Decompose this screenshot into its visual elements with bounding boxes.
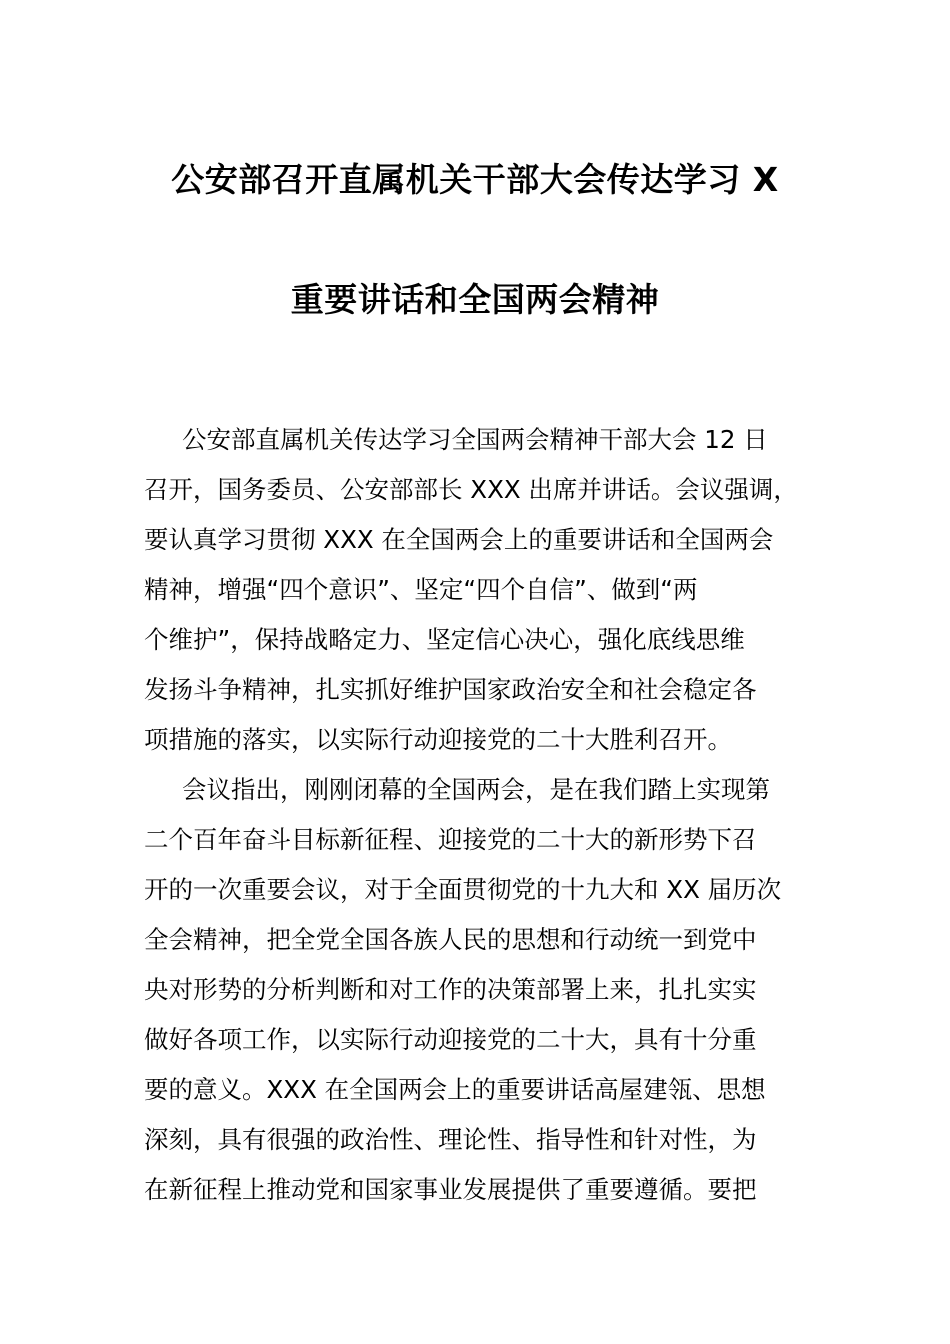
paragraph-line: 会议指出，刚刚闭幕的全国两会，是在我们踏上实现第 [182,775,770,804]
title-line-1: 公安部召开直属机关干部大会传达学习 X [171,160,779,199]
paragraph-line: 项措施的落实，以实际行动迎接党的二十大胜利召开。 [144,725,732,754]
paragraph-line: 央对形势的分析判断和对工作的决策部署上来，扎扎实实 [144,975,757,1004]
paragraph-line: 深刻，具有很强的政治性、理论性、指导性和针对性，为 [144,1125,757,1154]
paragraph-line: 要认真学习贯彻 XXX 在全国两会上的重要讲话和全国两会 [144,525,774,554]
paragraph-line: 精神，增强“四个意识”、坚定“四个自信”、做到“两 [144,575,698,604]
paragraph-line: 开的一次重要会议，对于全面贯彻党的十九大和 XX 届历次 [144,875,782,904]
paragraph-line: 在新征程上推动党和国家事业发展提供了重要遵循。要把 [144,1175,757,1204]
paragraph-line: 发扬斗争精神，扎实抓好维护国家政治安全和社会稳定各 [144,675,757,704]
paragraph-line: 要的意义。XXX 在全国两会上的重要讲话高屋建瓴、思想 [144,1075,766,1104]
paragraph-line: 全会精神，把全党全国各族人民的思想和行动统一到党中 [144,925,757,954]
paragraph-line: 做好各项工作，以实际行动迎接党的二十大，具有十分重 [144,1025,757,1054]
paragraph-line: 个维护”，保持战略定力、坚定信心决心，强化底线思维 [144,625,745,654]
title-line-2: 重要讲话和全国两会精神 [290,280,660,319]
paragraph-line: 公安部直属机关传达学习全国两会精神干部大会 12 日 [182,425,768,454]
paragraph-line: 召开，国务委员、公安部部长 XXX 出席并讲话。会议强调， [144,475,798,504]
paragraph-line: 二个百年奋斗目标新征程、迎接党的二十大的新形势下召 [144,825,757,854]
